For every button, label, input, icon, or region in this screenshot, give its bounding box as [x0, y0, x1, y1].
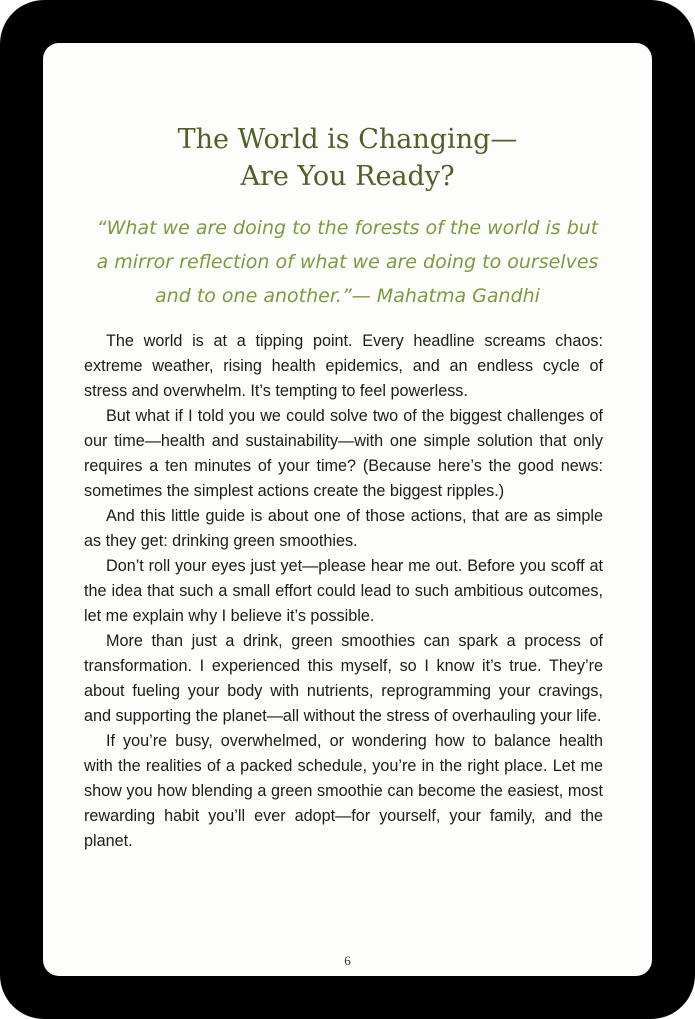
chapter-title — [43, 121, 652, 195]
paragraph: If you’re busy, overwhelmed, or wondering how to balance health with the realities of a packed schedule, you’re in the right place. Let me show you how blending a green smoothie can become the easiest, most rewarding habit you’ll ever adopt—for yourself, your family, and the planet. — [84, 732, 603, 850]
paragraph: More than just a drink, green smoothies can spark a process of transformation. I experienced this myself, so I know it’s true. They’re about fueling your body with nutrients, reprogramming your cravings, and supporting the planet—all without the stress of overhauling your life. — [84, 632, 603, 725]
quote-line: and to one another.”— Mahatma Gandhi — [155, 285, 540, 307]
page-number: 6 — [344, 953, 351, 968]
chapter-title-line: Are You Ready? — [240, 161, 455, 192]
paragraph: Don’t roll your eyes just yet—please hear me out. Before you scoff at the idea that such a small effort could lead to such ambitious outcomes, let me explain why I believe it’s possible. — [84, 557, 603, 625]
paragraph: But what if I told you we could solve two of the biggest challenges of our time—health and sustainability—with one simple solution that only requires a ten minutes of your time? (Because here’s the good news: sometimes the simplest actions create the biggest ripples.) — [84, 407, 603, 500]
paragraph: And this little guide is about one of those actions, that are as simple as they get: drinking green smoothies. — [84, 507, 603, 550]
epigraph-quote — [75, 211, 620, 313]
paragraph: The world is at a tipping point. Every headline screams chaos: extreme weather, rising health epidemics, and an endless cycle of stress and overwhelm. It’s tempting to feel powerless. — [84, 332, 603, 400]
quote-line: “What we are doing to the forests of the world is but — [96, 217, 599, 239]
book-page — [43, 43, 652, 976]
body-text — [84, 329, 603, 854]
chapter-title-line: The World is Changing— — [177, 124, 518, 155]
quote-line: a mirror reflection of what we are doing to ourselves — [96, 251, 599, 273]
